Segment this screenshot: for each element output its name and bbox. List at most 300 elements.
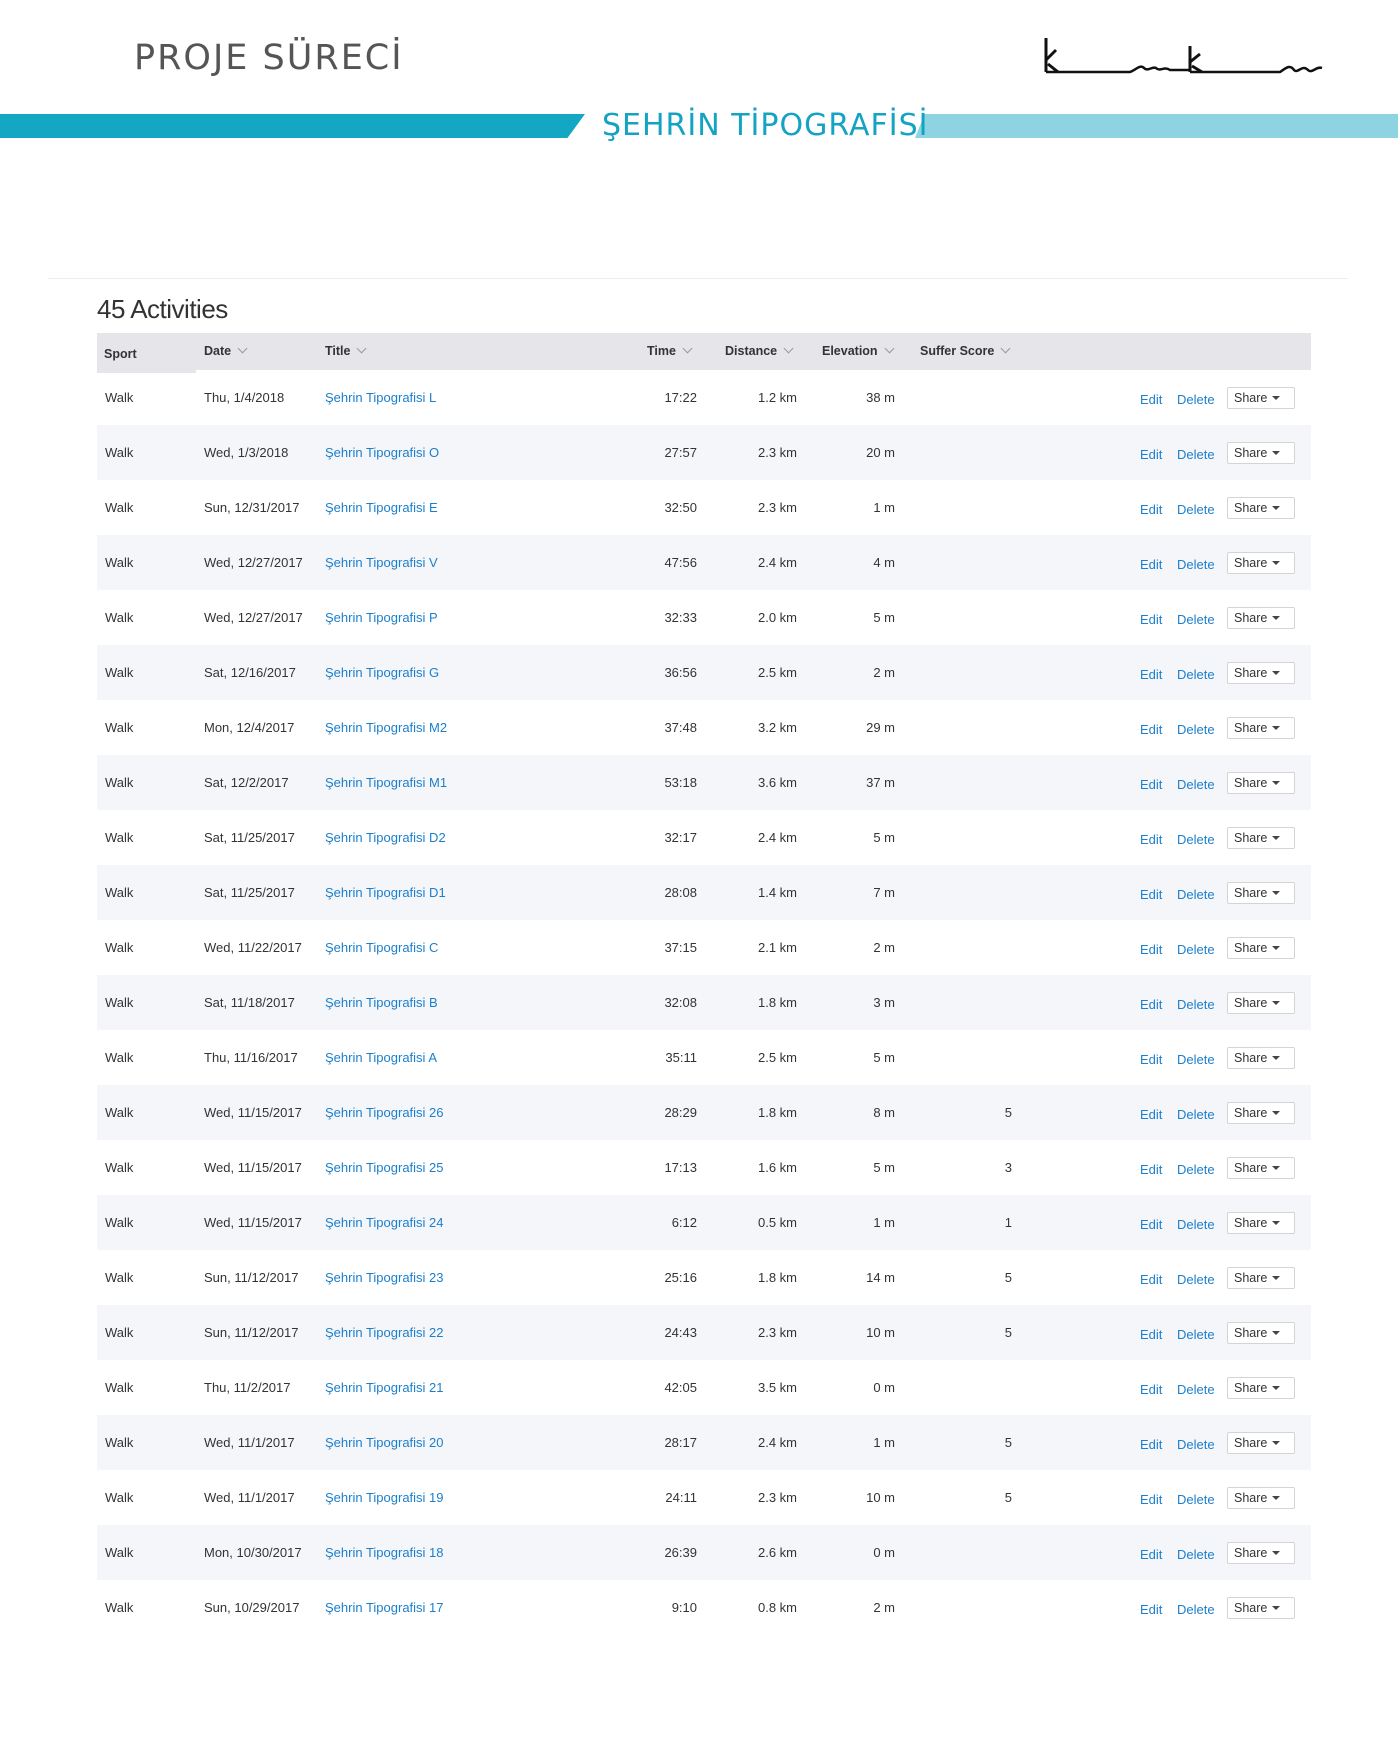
time-cell: 6:12 xyxy=(671,1215,697,1230)
caret-down-icon xyxy=(1272,671,1280,675)
caret-down-icon xyxy=(1272,396,1280,400)
table-row xyxy=(97,1140,1311,1195)
share-button[interactable] xyxy=(1227,937,1295,959)
activity-title-link[interactable]: Şehrin Tipografisi M2 xyxy=(325,720,448,735)
share-button[interactable] xyxy=(1227,442,1295,464)
share-button[interactable] xyxy=(1227,1047,1295,1069)
suffer-score-cell xyxy=(947,920,1012,975)
elevation-cell: 8 m xyxy=(873,1105,895,1120)
delete-link[interactable]: Delete xyxy=(1177,1327,1215,1342)
caret-down-icon xyxy=(1272,1441,1280,1445)
share-button[interactable] xyxy=(1227,1432,1295,1454)
suffer-score-cell: 5 xyxy=(1004,1490,1012,1505)
distance-cell: 1.6 km xyxy=(757,1160,797,1175)
distance-cell: 1.8 km xyxy=(757,1270,797,1285)
date-cell: Sat, 11/25/2017 xyxy=(204,885,295,900)
time-cell: 17:22 xyxy=(664,390,697,405)
share-label: Share xyxy=(1234,886,1268,900)
share-label: Share xyxy=(1234,776,1268,790)
date-cell: Wed, 11/15/2017 xyxy=(204,1215,302,1230)
sport-cell: Walk xyxy=(105,1600,134,1615)
date-cell: Wed, 12/27/2017 xyxy=(204,610,303,625)
time-cell: 28:17 xyxy=(664,1435,697,1450)
share-button[interactable] xyxy=(1227,1102,1295,1124)
caret-down-icon xyxy=(1272,1001,1280,1005)
activity-title-link[interactable]: Şehrin Tipografisi M1 xyxy=(325,775,448,790)
distance-cell: 3.5 km xyxy=(757,1380,797,1395)
suffer-score-cell xyxy=(947,810,1012,865)
elevation-cell: 10 m xyxy=(866,1490,895,1505)
share-button[interactable] xyxy=(1227,1212,1295,1234)
share-label: Share xyxy=(1234,996,1268,1010)
elevation-cell: 3 m xyxy=(873,995,895,1010)
edit-link[interactable]: Edit xyxy=(1140,667,1163,682)
elevation-cell: 7 m xyxy=(873,885,895,900)
delete-link[interactable]: Delete xyxy=(1177,722,1215,737)
elevation-cell: 4 m xyxy=(873,555,895,570)
share-label: Share xyxy=(1234,1491,1268,1505)
distance-cell: 2.3 km xyxy=(757,1325,797,1340)
column-title[interactable]: Title xyxy=(325,333,365,370)
caret-down-icon xyxy=(1272,1221,1280,1225)
elevation-cell: 2 m xyxy=(873,940,895,955)
time-cell: 9:10 xyxy=(671,1600,697,1615)
share-label: Share xyxy=(1234,1436,1268,1450)
date-cell: Wed, 11/15/2017 xyxy=(204,1160,302,1175)
sport-cell: Walk xyxy=(105,830,134,845)
share-label: Share xyxy=(1234,1216,1268,1230)
caret-down-icon xyxy=(1272,726,1280,730)
edit-link[interactable]: Edit xyxy=(1140,722,1163,737)
elevation-cell: 2 m xyxy=(873,1600,895,1615)
date-cell: Wed, 12/27/2017 xyxy=(204,555,303,570)
delete-link[interactable]: Delete xyxy=(1177,502,1215,517)
time-cell: 32:50 xyxy=(664,500,697,515)
caret-down-icon xyxy=(1272,781,1280,785)
column-elevation[interactable]: Elevation xyxy=(822,333,893,370)
caret-down-icon xyxy=(1272,1111,1280,1115)
share-label: Share xyxy=(1234,611,1268,625)
chevron-down-icon xyxy=(683,344,693,354)
sport-cell: Walk xyxy=(105,1545,134,1560)
sport-cell: Walk xyxy=(105,1105,134,1120)
caret-down-icon xyxy=(1272,1386,1280,1390)
distance-cell: 2.3 km xyxy=(757,500,797,515)
time-cell: 42:05 xyxy=(664,1380,697,1395)
share-button[interactable] xyxy=(1227,1322,1295,1344)
share-label: Share xyxy=(1234,1381,1268,1395)
table-row xyxy=(97,1470,1311,1525)
share-button[interactable] xyxy=(1227,607,1295,629)
distance-cell: 2.4 km xyxy=(757,1435,797,1450)
table-row xyxy=(97,1250,1311,1305)
table-row xyxy=(97,865,1311,920)
column-sport: Sport xyxy=(97,336,196,373)
delete-link[interactable]: Delete xyxy=(1177,997,1215,1012)
activity-title-link[interactable]: Şehrin Tipografisi 18 xyxy=(325,1545,444,1560)
delete-link[interactable]: Delete xyxy=(1177,887,1215,902)
sport-cell: Walk xyxy=(105,995,134,1010)
sport-cell: Walk xyxy=(105,445,134,460)
elevation-cell: 37 m xyxy=(866,775,895,790)
distance-cell: 2.5 km xyxy=(757,665,797,680)
column-time[interactable]: Time xyxy=(647,333,691,370)
caret-down-icon xyxy=(1272,836,1280,840)
caret-down-icon xyxy=(1272,1331,1280,1335)
time-cell: 53:18 xyxy=(664,775,697,790)
edit-link[interactable]: Edit xyxy=(1140,1547,1163,1562)
time-cell: 27:57 xyxy=(664,445,697,460)
suffer-score-cell xyxy=(947,425,1012,480)
sport-cell: Walk xyxy=(105,1270,134,1285)
share-label: Share xyxy=(1234,941,1268,955)
share-label: Share xyxy=(1234,446,1268,460)
date-cell: Sun, 11/12/2017 xyxy=(204,1270,299,1285)
suffer-score-cell: 5 xyxy=(1004,1435,1012,1450)
delete-link[interactable]: Delete xyxy=(1177,1162,1215,1177)
edit-link[interactable]: Edit xyxy=(1140,1602,1163,1617)
edit-link[interactable]: Edit xyxy=(1140,1382,1163,1397)
sport-cell: Walk xyxy=(105,720,134,735)
elevation-cell: 20 m xyxy=(866,445,895,460)
suffer-score-cell: 1 xyxy=(1004,1215,1012,1230)
share-button[interactable] xyxy=(1227,1597,1295,1619)
edit-link[interactable]: Edit xyxy=(1140,887,1163,902)
chevron-down-icon xyxy=(784,344,794,354)
column-suffer-score[interactable]: Suffer Score xyxy=(920,333,1009,370)
share-label: Share xyxy=(1234,1601,1268,1615)
delete-link[interactable]: Delete xyxy=(1177,667,1215,682)
share-button[interactable] xyxy=(1227,717,1295,739)
activity-title-link[interactable]: Şehrin Tipografisi B xyxy=(325,995,438,1010)
chevron-down-icon xyxy=(1001,344,1011,354)
distance-cell: 2.6 km xyxy=(757,1545,797,1560)
sport-cell: Walk xyxy=(105,1435,134,1450)
delete-link[interactable]: Delete xyxy=(1177,1382,1215,1397)
date-cell: Mon, 12/4/2017 xyxy=(204,720,295,735)
activities-heading: 45 Activities xyxy=(97,294,228,324)
activity-title-link[interactable]: Şehrin Tipografisi 20 xyxy=(325,1435,444,1450)
elevation-cell: 14 m xyxy=(866,1270,895,1285)
activity-title-link[interactable]: Şehrin Tipografisi P xyxy=(325,610,438,625)
table-row xyxy=(97,1085,1311,1140)
sport-cell: Walk xyxy=(105,1325,134,1340)
band-title: ŞEHRİN TİPOGRAFİSİ xyxy=(602,108,929,143)
share-button[interactable] xyxy=(1227,1267,1295,1289)
date-cell: Wed, 1/3/2018 xyxy=(204,445,289,460)
header-band-right xyxy=(915,114,1398,138)
sport-cell: Walk xyxy=(105,1380,134,1395)
caret-down-icon xyxy=(1272,1056,1280,1060)
caret-down-icon xyxy=(1272,451,1280,455)
share-label: Share xyxy=(1234,391,1268,405)
caret-down-icon xyxy=(1272,1551,1280,1555)
edit-link[interactable]: Edit xyxy=(1140,1052,1163,1067)
delete-link[interactable]: Delete xyxy=(1177,392,1215,407)
table-row xyxy=(97,645,1311,700)
share-button[interactable] xyxy=(1227,1542,1295,1564)
activity-title-link[interactable]: Şehrin Tipografisi 26 xyxy=(325,1105,444,1120)
table-row xyxy=(97,975,1311,1030)
signature-logo xyxy=(1040,28,1330,80)
edit-link[interactable]: Edit xyxy=(1140,392,1163,407)
date-cell: Wed, 11/1/2017 xyxy=(204,1435,295,1450)
caret-down-icon xyxy=(1272,891,1280,895)
page-title: PROJE SÜRECİ xyxy=(134,38,404,78)
time-cell: 47:56 xyxy=(664,555,697,570)
edit-link[interactable]: Edit xyxy=(1140,832,1163,847)
date-cell: Sun, 12/31/2017 xyxy=(204,500,300,515)
distance-cell: 2.3 km xyxy=(757,1490,797,1505)
elevation-cell: 2 m xyxy=(873,665,895,680)
date-cell: Sun, 11/12/2017 xyxy=(204,1325,299,1340)
share-button[interactable] xyxy=(1227,1157,1295,1179)
header-band-left xyxy=(0,114,585,138)
date-cell: Wed, 11/15/2017 xyxy=(204,1105,302,1120)
share-button[interactable] xyxy=(1227,552,1295,574)
date-cell: Sat, 11/25/2017 xyxy=(204,830,295,845)
distance-cell: 2.4 km xyxy=(757,555,797,570)
suffer-score-cell xyxy=(947,1525,1012,1580)
edit-link[interactable]: Edit xyxy=(1140,557,1163,572)
activity-title-link[interactable]: Şehrin Tipografisi 17 xyxy=(325,1600,444,1615)
sport-cell: Walk xyxy=(105,390,134,405)
sport-cell: Walk xyxy=(105,1050,134,1065)
edit-link[interactable]: Edit xyxy=(1140,612,1163,627)
table-row xyxy=(97,755,1311,810)
elevation-cell: 5 m xyxy=(873,1050,895,1065)
suffer-score-cell xyxy=(947,865,1012,920)
share-button[interactable] xyxy=(1227,772,1295,794)
sport-cell: Walk xyxy=(105,555,134,570)
activities-table xyxy=(97,333,1311,1635)
sport-cell: Walk xyxy=(105,1490,134,1505)
table-row xyxy=(97,370,1311,425)
time-cell: 32:08 xyxy=(664,995,697,1010)
delete-link[interactable]: Delete xyxy=(1177,1272,1215,1287)
suffer-score-cell: 3 xyxy=(1004,1160,1012,1175)
time-cell: 35:11 xyxy=(665,1050,697,1065)
delete-link[interactable]: Delete xyxy=(1177,1437,1215,1452)
elevation-cell: 0 m xyxy=(873,1380,895,1395)
elevation-cell: 5 m xyxy=(873,1160,895,1175)
caret-down-icon xyxy=(1272,1166,1280,1170)
time-cell: 36:56 xyxy=(664,665,697,680)
table-row xyxy=(97,810,1311,865)
distance-cell: 2.4 km xyxy=(757,830,797,845)
distance-cell: 2.0 km xyxy=(757,610,797,625)
delete-link[interactable]: Delete xyxy=(1177,832,1215,847)
elevation-cell: 1 m xyxy=(873,1215,895,1230)
suffer-score-cell xyxy=(947,975,1012,1030)
edit-link[interactable]: Edit xyxy=(1140,1492,1163,1507)
table-row xyxy=(97,1030,1311,1085)
caret-down-icon xyxy=(1272,1606,1280,1610)
activity-title-link[interactable]: Şehrin Tipografisi L xyxy=(325,390,437,405)
share-label: Share xyxy=(1234,831,1268,845)
column-date[interactable]: Date xyxy=(204,333,246,370)
suffer-score-cell: 5 xyxy=(1004,1105,1012,1120)
elevation-cell: 5 m xyxy=(873,830,895,845)
activity-title-link[interactable]: Şehrin Tipografisi 19 xyxy=(325,1490,444,1505)
activity-title-link[interactable]: Şehrin Tipografisi 23 xyxy=(325,1270,444,1285)
time-cell: 25:16 xyxy=(664,1270,697,1285)
date-cell: Thu, 11/2/2017 xyxy=(204,1380,291,1395)
date-cell: Thu, 11/16/2017 xyxy=(204,1050,298,1065)
time-cell: 37:15 xyxy=(664,940,697,955)
caret-down-icon xyxy=(1272,946,1280,950)
share-label: Share xyxy=(1234,1326,1268,1340)
sport-cell: Walk xyxy=(105,1215,134,1230)
suffer-score-cell xyxy=(947,1360,1012,1415)
activity-title-link[interactable]: Şehrin Tipografisi E xyxy=(325,500,438,515)
share-label: Share xyxy=(1234,556,1268,570)
edit-link[interactable]: Edit xyxy=(1140,447,1163,462)
distance-cell: 1.2 km xyxy=(757,390,797,405)
activity-title-link[interactable]: Şehrin Tipografisi A xyxy=(325,1050,438,1065)
chevron-down-icon xyxy=(238,344,248,354)
share-button[interactable] xyxy=(1227,662,1295,684)
suffer-score-cell xyxy=(947,480,1012,535)
suffer-score-cell: 5 xyxy=(1004,1325,1012,1340)
edit-link[interactable]: Edit xyxy=(1140,1272,1163,1287)
distance-cell: 2.1 km xyxy=(757,940,797,955)
elevation-cell: 1 m xyxy=(873,500,895,515)
time-cell: 28:08 xyxy=(664,885,697,900)
delete-link[interactable]: Delete xyxy=(1177,1052,1215,1067)
date-cell: Mon, 10/30/2017 xyxy=(204,1545,302,1560)
suffer-score-cell xyxy=(947,1030,1012,1085)
activity-title-link[interactable]: Şehrin Tipografisi O xyxy=(325,445,440,460)
sport-cell: Walk xyxy=(105,885,134,900)
delete-link[interactable]: Delete xyxy=(1177,777,1215,792)
share-button[interactable] xyxy=(1227,882,1295,904)
activity-title-link[interactable]: Şehrin Tipografisi 21 xyxy=(325,1380,444,1395)
distance-cell: 0.5 km xyxy=(757,1215,797,1230)
activity-title-link[interactable]: Şehrin Tipografisi D2 xyxy=(325,830,446,845)
edit-link[interactable]: Edit xyxy=(1140,1327,1163,1342)
date-cell: Thu, 1/4/2018 xyxy=(204,390,285,405)
share-button[interactable] xyxy=(1227,992,1295,1014)
activity-title-link[interactable]: Şehrin Tipografisi 22 xyxy=(325,1325,444,1340)
table-row xyxy=(97,425,1311,480)
suffer-score-cell xyxy=(947,370,1012,425)
elevation-cell: 1 m xyxy=(873,1435,895,1450)
sport-cell: Walk xyxy=(105,940,134,955)
share-button[interactable] xyxy=(1227,387,1295,409)
time-cell: 24:11 xyxy=(665,1490,697,1505)
activity-title-link[interactable]: Şehrin Tipografisi 24 xyxy=(325,1215,444,1230)
caret-down-icon xyxy=(1272,561,1280,565)
time-cell: 17:13 xyxy=(664,1160,697,1175)
suffer-score-cell xyxy=(947,590,1012,645)
activity-title-link[interactable]: Şehrin Tipografisi G xyxy=(325,665,440,680)
caret-down-icon xyxy=(1272,506,1280,510)
activity-title-link[interactable]: Şehrin Tipografisi D1 xyxy=(325,885,446,900)
time-cell: 28:29 xyxy=(664,1105,697,1120)
table-row xyxy=(97,590,1311,645)
share-button[interactable] xyxy=(1227,827,1295,849)
table-row xyxy=(97,1195,1311,1250)
delete-link[interactable]: Delete xyxy=(1177,557,1215,572)
caret-down-icon xyxy=(1272,1276,1280,1280)
delete-link[interactable]: Delete xyxy=(1177,1547,1215,1562)
distance-cell: 2.5 km xyxy=(757,1050,797,1065)
delete-link[interactable]: Delete xyxy=(1177,1602,1215,1617)
edit-link[interactable]: Edit xyxy=(1140,1162,1163,1177)
share-label: Share xyxy=(1234,1271,1268,1285)
table-row xyxy=(97,1305,1311,1360)
chevron-down-icon xyxy=(357,344,367,354)
delete-link[interactable]: Delete xyxy=(1177,942,1215,957)
caret-down-icon xyxy=(1272,1496,1280,1500)
suffer-score-cell: 5 xyxy=(1004,1270,1012,1285)
distance-cell: 2.3 km xyxy=(757,445,797,460)
table-row xyxy=(97,1525,1311,1580)
time-cell: 37:48 xyxy=(664,720,697,735)
table-row xyxy=(97,700,1311,755)
table-row xyxy=(97,1580,1311,1635)
sport-cell: Walk xyxy=(105,610,134,625)
activity-title-link[interactable]: Şehrin Tipografisi 25 xyxy=(325,1160,444,1175)
delete-link[interactable]: Delete xyxy=(1177,612,1215,627)
suffer-score-cell xyxy=(947,1580,1012,1635)
distance-cell: 0.8 km xyxy=(757,1600,797,1615)
activity-title-link[interactable]: Şehrin Tipografisi C xyxy=(325,940,439,955)
table-row xyxy=(97,1415,1311,1470)
delete-link[interactable]: Delete xyxy=(1177,1107,1215,1122)
edit-link[interactable]: Edit xyxy=(1140,777,1163,792)
column-distance[interactable]: Distance xyxy=(725,333,792,370)
date-cell: Wed, 11/1/2017 xyxy=(204,1490,295,1505)
delete-link[interactable]: Delete xyxy=(1177,1492,1215,1507)
share-label: Share xyxy=(1234,721,1268,735)
suffer-score-cell xyxy=(947,755,1012,810)
edit-link[interactable]: Edit xyxy=(1140,1217,1163,1232)
table-row xyxy=(97,535,1311,590)
date-cell: Sun, 10/29/2017 xyxy=(204,1600,300,1615)
date-cell: Sat, 12/2/2017 xyxy=(204,775,289,790)
table-body xyxy=(97,370,1311,1635)
time-cell: 32:33 xyxy=(664,610,697,625)
elevation-cell: 0 m xyxy=(873,1545,895,1560)
date-cell: Sat, 12/16/2017 xyxy=(204,665,296,680)
time-cell: 26:39 xyxy=(664,1545,697,1560)
edit-link[interactable]: Edit xyxy=(1140,942,1163,957)
sport-cell: Walk xyxy=(105,775,134,790)
activity-title-link[interactable]: Şehrin Tipografisi V xyxy=(325,555,438,570)
edit-link[interactable]: Edit xyxy=(1140,997,1163,1012)
edit-link[interactable]: Edit xyxy=(1140,502,1163,517)
delete-link[interactable]: Delete xyxy=(1177,1217,1215,1232)
suffer-score-cell xyxy=(947,535,1012,590)
sport-cell: Walk xyxy=(105,665,134,680)
share-button[interactable] xyxy=(1227,1487,1295,1509)
edit-link[interactable]: Edit xyxy=(1140,1437,1163,1452)
distance-cell: 1.4 km xyxy=(757,885,797,900)
caret-down-icon xyxy=(1272,616,1280,620)
date-cell: Wed, 11/22/2017 xyxy=(204,940,302,955)
elevation-cell: 29 m xyxy=(866,720,895,735)
share-button[interactable] xyxy=(1227,1377,1295,1399)
edit-link[interactable]: Edit xyxy=(1140,1107,1163,1122)
share-button[interactable] xyxy=(1227,497,1295,519)
share-label: Share xyxy=(1234,1161,1268,1175)
share-label: Share xyxy=(1234,1546,1268,1560)
delete-link[interactable]: Delete xyxy=(1177,447,1215,462)
table-row xyxy=(97,920,1311,975)
share-label: Share xyxy=(1234,501,1268,515)
